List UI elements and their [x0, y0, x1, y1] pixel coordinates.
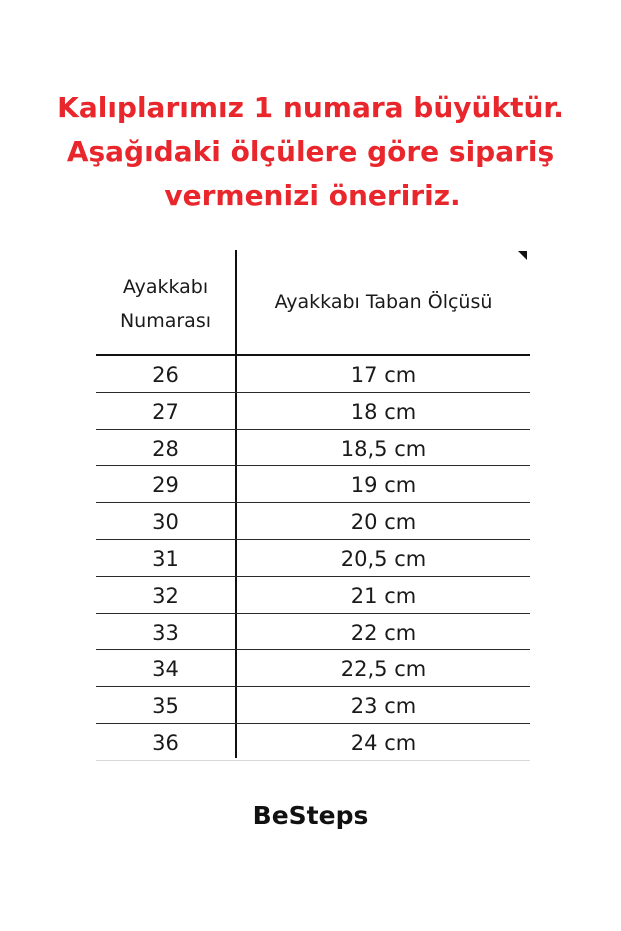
sole-length-cell: 19 cm [350, 473, 417, 498]
size-notice [0, 86, 621, 218]
table-row [96, 577, 530, 614]
header-shoe-number [96, 270, 235, 338]
table-row [96, 356, 530, 393]
sole-length-cell: 21 cm [350, 583, 417, 608]
brand-name: BeSteps [252, 801, 369, 830]
table-row [96, 393, 530, 430]
shoe-number-cell: 34 [152, 657, 179, 682]
table-row [96, 430, 530, 467]
sole-length-cell: 22,5 cm [340, 657, 427, 682]
header-shoe-number-line1: Ayakkabı [122, 276, 209, 298]
shoe-number-cell: 31 [152, 546, 179, 571]
sole-length-cell: 18 cm [350, 399, 417, 424]
shoe-number-cell: 26 [152, 363, 179, 387]
table-row [96, 540, 530, 577]
notice-line-2: Aşağıdaki ölçülere göre sipariş [66, 135, 555, 168]
table-row [96, 503, 530, 540]
shoe-number-cell: 35 [152, 694, 179, 719]
size-chart-table [96, 250, 530, 758]
header-sole-length: Ayakkabı Taban Ölçüsü [274, 291, 493, 313]
table-row [96, 614, 530, 651]
notice-line-3: vermenizi öneririz. [164, 179, 461, 212]
sole-length-cell: 24 cm [350, 730, 417, 755]
sole-length-cell: 23 cm [350, 694, 417, 719]
header-shoe-number-line2: Numarası [119, 310, 212, 332]
table-row [96, 650, 530, 687]
sole-length-cell: 20 cm [350, 510, 417, 535]
shoe-number-cell: 30 [152, 510, 179, 535]
shoe-number-cell: 32 [152, 583, 179, 608]
sole-length-cell: 22 cm [350, 620, 417, 645]
table-row [96, 466, 530, 503]
sole-length-cell: 18,5 cm [340, 436, 427, 461]
sole-length-cell: 17 cm [350, 363, 417, 387]
table-row [96, 687, 530, 724]
shoe-number-cell: 33 [152, 620, 179, 645]
shoe-number-cell: 28 [152, 436, 179, 461]
table-row [96, 724, 530, 761]
table-header [96, 250, 530, 354]
table-body [96, 356, 530, 761]
shoe-number-cell: 29 [152, 473, 179, 498]
shoe-number-cell: 36 [152, 730, 179, 755]
sole-length-cell: 20,5 cm [340, 546, 427, 571]
notice-line-1: Kalıplarımız 1 numara büyüktür. [57, 91, 564, 124]
shoe-number-cell: 27 [152, 399, 179, 424]
